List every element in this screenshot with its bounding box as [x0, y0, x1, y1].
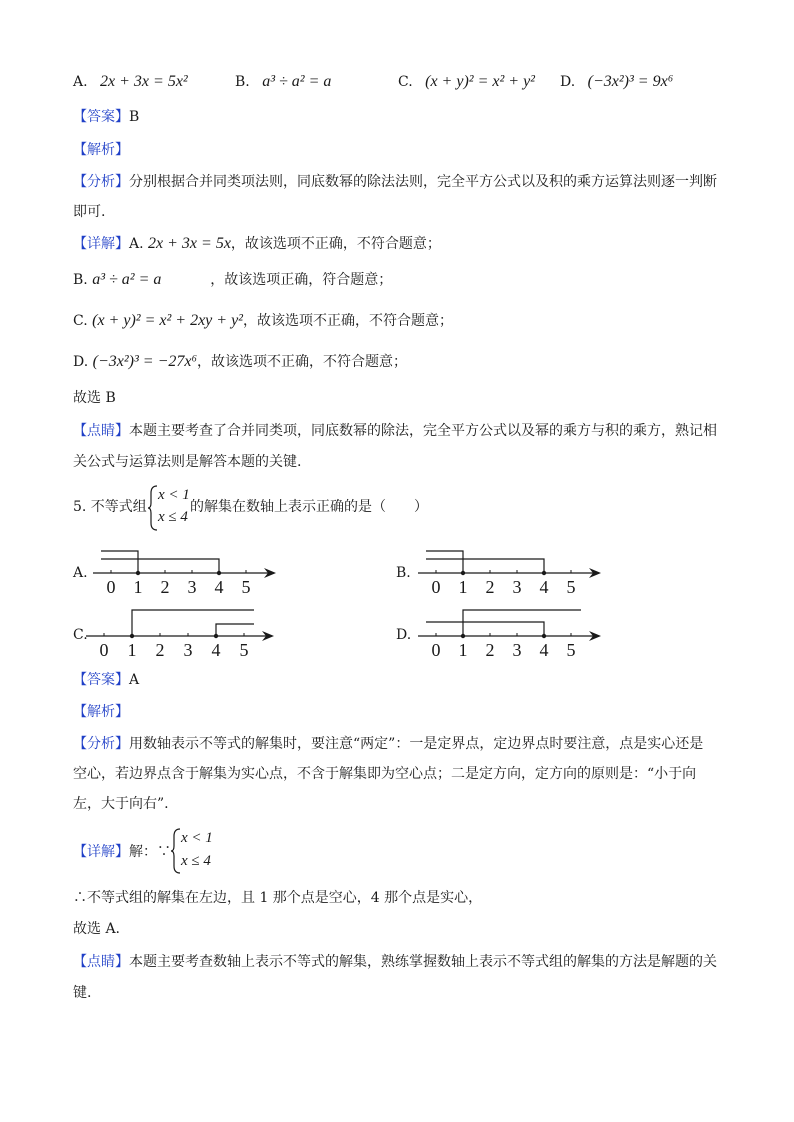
dianjing-text: 本题主要考查数轴上表示不等式的解集，熟练掌握数轴上表示不等式组的解集的方法是解题的关 [129, 954, 717, 970]
detail-tag: 【详解】 [73, 844, 129, 860]
tick-label: 3 [512, 577, 522, 597]
endpoint-dot [217, 571, 221, 575]
option-label: D. [560, 74, 576, 90]
solution-bar [101, 559, 219, 573]
detail-label: D. [73, 354, 89, 370]
detail-formula: 2x + 3x = 5x [148, 235, 231, 252]
tick-label: 1 [458, 640, 468, 660]
detail-formula: a³ ÷ a² = a [92, 271, 162, 288]
tick-label: 5 [239, 640, 249, 660]
q5-option-a-label: A. [73, 565, 88, 581]
endpoint-dot [461, 571, 465, 575]
endpoint-dot [136, 571, 140, 575]
tick-label: 4 [539, 640, 549, 660]
tick-label: 1 [458, 577, 468, 597]
q5-fenxi-line2: 空心，若边界点含于解集为实心点，不含于解集即为空心点；二是定方向，定方向的原则是：“小于向 [73, 766, 697, 782]
option-formula: 2x + 3x = 5x² [100, 73, 188, 90]
q5-conclusion: 故选 A. [73, 921, 121, 937]
endpoint-dot [214, 634, 218, 638]
solution-bar [216, 624, 254, 636]
endpoint-dot [130, 634, 134, 638]
tick-label: 4 [539, 577, 549, 597]
number-line-a [93, 551, 276, 597]
detail-formula: (−3x²)³ = −27x⁶ [92, 353, 198, 370]
q5-option-c-label: C. [73, 627, 88, 643]
tick-label: 5 [241, 577, 251, 597]
q4-dianjing-line2: 关公式与运算法则是解答本题的关键. [73, 454, 302, 470]
option-label: C. [398, 74, 413, 90]
tick-label: 3 [183, 640, 193, 660]
solution-bar [426, 551, 463, 573]
q4-fenxi-line2: 即可. [73, 204, 106, 220]
answer-tag: 【答案】 [73, 109, 129, 125]
tick-label: 1 [133, 577, 143, 597]
tick-label: 3 [187, 577, 197, 597]
detail-label: C. [73, 313, 88, 329]
q5-ineq-1: x < 1 [158, 487, 190, 503]
detail-text: ，故该选项正确，符合题意； [210, 272, 393, 288]
tick-label: 5 [566, 640, 576, 660]
detail-text: 解：∵ [129, 844, 171, 860]
option-label: B. [235, 74, 250, 90]
detail-text: ，故该选项不正确，不符合题意； [197, 354, 408, 370]
endpoint-dot [542, 634, 546, 638]
answer-value: A [129, 672, 140, 688]
detail-formula: (x + y)² = x² + 2xy + y² [92, 312, 243, 329]
fenxi-tag: 【分析】 [73, 736, 129, 752]
tick-label: 0 [106, 577, 116, 597]
q5-detail [73, 842, 171, 862]
q5-stem-tail: 的解集在数轴上表示正确的是（ ） [190, 499, 428, 515]
tick-label: 1 [127, 640, 137, 660]
analysis-tag: 【解析】 [73, 704, 129, 720]
option-formula: (−3x²)³ = 9x⁶ [587, 73, 674, 90]
q5-ineq-2: x ≤ 4 [158, 509, 188, 525]
option-formula: a³ ÷ a² = a [262, 73, 332, 90]
number-line-c [86, 610, 274, 660]
dianjing-tag: 【点睛】 [73, 954, 129, 970]
fenxi-text: 用数轴表示不等式的解集时，要注意“两定”：一是定界点，定边界点时要注意，点是实心还是 [129, 736, 704, 752]
q5-dianjing-line2: 键. [73, 985, 92, 1001]
q5-stem-number: 5. 不等式组 [73, 499, 147, 515]
fenxi-tag: 【分析】 [73, 174, 129, 190]
q5-option-d-label: D. [396, 627, 412, 643]
tick-label: 2 [485, 640, 495, 660]
q5-option-b-label: B. [396, 565, 411, 581]
analysis-tag: 【解析】 [73, 142, 129, 158]
q5-answer [73, 670, 139, 690]
solution-bar [426, 622, 544, 636]
q5-detail-ineq-1: x < 1 [181, 830, 213, 846]
solution-bar [101, 551, 138, 573]
q5-fenxi-line1 [73, 734, 703, 754]
solution-bar [426, 559, 544, 573]
option-label: A. [73, 74, 88, 90]
detail-label: B. [73, 272, 88, 288]
q5-analysis-heading [73, 702, 129, 722]
dianjing-tag: 【点睛】 [73, 423, 129, 439]
solution-bar [132, 610, 254, 636]
dianjing-text: 本题主要考查了合并同类项，同底数幂的除法，完全平方公式以及幂的乘方与积的乘方，熟记相 [129, 423, 717, 439]
answer-value: B [129, 109, 140, 125]
tick-label: 2 [155, 640, 165, 660]
tick-label: 4 [214, 577, 224, 597]
detail-text: ，故该选项不正确，不符合题意； [230, 236, 441, 252]
tick-label: 5 [566, 577, 576, 597]
detail-text: ，故该选项不正确，不符合题意； [242, 313, 453, 329]
q5-detail-ineq-2: x ≤ 4 [181, 853, 211, 869]
q5-dianjing-line1 [73, 952, 717, 972]
answer-tag: 【答案】 [73, 672, 129, 688]
tick-label: 2 [160, 577, 170, 597]
tick-label: 0 [431, 577, 441, 597]
tick-label: 2 [485, 577, 495, 597]
number-line-b [418, 551, 601, 597]
fenxi-text: 分别根据合并同类项法则，同底数幂的除法法则，完全平方公式以及积的乘方运算法则逐一判断 [129, 174, 717, 190]
tick-label: 0 [99, 640, 109, 660]
solution-bar [463, 610, 581, 636]
q4-conclusion: 故选 B [73, 390, 116, 406]
number-line-d [418, 610, 601, 660]
tick-label: 0 [431, 640, 441, 660]
endpoint-dot [542, 571, 546, 575]
tick-label: 4 [211, 640, 221, 660]
endpoint-dot [461, 634, 465, 638]
detail-label: A. [129, 236, 144, 252]
tick-label: 3 [512, 640, 522, 660]
option-formula: (x + y)² = x² + y² [425, 73, 535, 90]
q5-fenxi-line3: 左，大于向右”. [73, 796, 169, 812]
q5-therefore: ∴不等式组的解集在左边，且 1 那个点是空心，4 那个点是实心， [73, 890, 483, 906]
detail-tag: 【详解】 [73, 236, 129, 252]
